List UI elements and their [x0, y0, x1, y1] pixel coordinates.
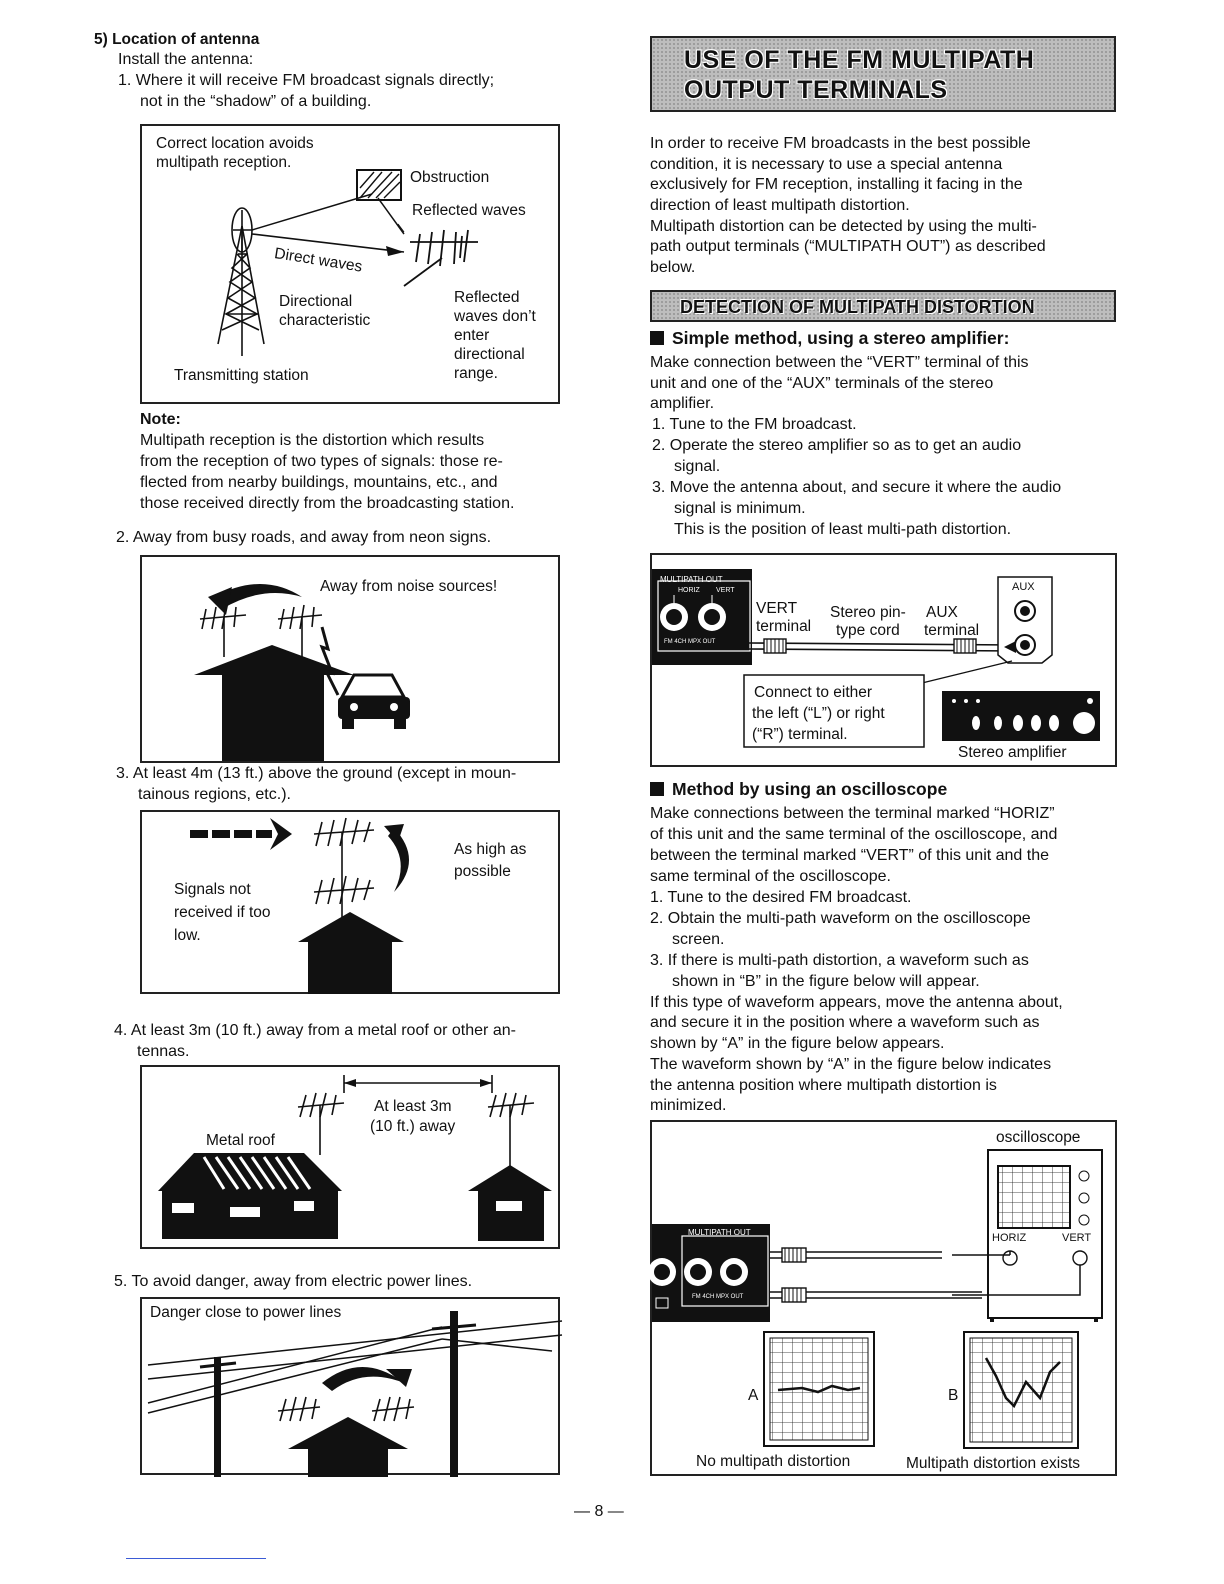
item-1-line-1: 1. Where it will receive FM broadcast signals directly; — [118, 72, 495, 89]
osc-line-4: same terminal of the oscilloscope. — [650, 868, 891, 885]
connect-line-1: Connect to either — [754, 684, 873, 701]
stereo-amplifier-icon — [942, 691, 1100, 741]
simple-line-2: unit and one of the “AUX” terminals of the stereo — [650, 375, 994, 392]
osc-line-1: Make connections between the terminal marked “HORIZ” — [650, 805, 1055, 822]
figure-noise-sources — [140, 555, 560, 763]
intro-line-6: path output terminals (“MULTIPATH OUT”) as described — [650, 238, 1046, 255]
transmitting-tower-icon — [218, 208, 264, 356]
item-4-line-1: 4. At least 3m (10 ft.) away from a metal roof or other an- — [114, 1022, 516, 1039]
intro-line-1: In order to receive FM broadcasts in the best possible — [650, 135, 1031, 152]
simple-step-3: 3. Move the antenna about, and secure it where the audio — [652, 479, 1062, 496]
simple-line-3: amplifier. — [650, 395, 715, 412]
osc-step-2: 2. Obtain the multi-path waveform on the oscilloscope — [650, 910, 1031, 927]
simple-step-2b: signal. — [674, 458, 721, 475]
direct-waves-label: Direct waves — [273, 244, 364, 276]
osc-after-5: the antenna position where multipath distortion is — [650, 1077, 997, 1094]
vert-terminal-label-1: VERT — [756, 600, 798, 617]
item-3-line-1: 3. At least 4m (13 ft.) above the ground (except in moun- — [116, 765, 517, 782]
osc-after-3: shown by “A” in the figure below appears. — [650, 1035, 945, 1052]
low-label-2: received if too — [174, 904, 271, 921]
house-icon — [222, 675, 324, 761]
antenna-icon — [200, 605, 322, 657]
fig1-caption-1: Correct location avoids — [156, 135, 314, 152]
intro-line-5: Multipath distortion can be detected by using the multi- — [650, 218, 1037, 235]
bullet-square-icon — [650, 782, 664, 796]
cord-label-2: type cord — [836, 622, 900, 639]
item-3-line-2: tainous regions, etc.). — [138, 786, 291, 803]
house-icon — [468, 1165, 552, 1241]
title-line-2: OUTPUT TERMINALS — [684, 76, 948, 104]
osc-after-6: minimized. — [650, 1097, 727, 1114]
antenna-icon — [278, 1397, 414, 1421]
fig5-drawing — [142, 1299, 562, 1477]
vert-terminal-label-2: terminal — [756, 618, 812, 635]
item-1-line-2: not in the “shadow” of a building. — [140, 93, 372, 110]
figure-correct-location — [140, 124, 560, 404]
fig4-drawing — [142, 1067, 562, 1251]
figure-stereo-connection — [650, 553, 1117, 767]
aux-terminal-label-1: AUX — [926, 604, 958, 621]
oscilloscope-label: oscilloscope — [996, 1129, 1081, 1146]
page-number: — 8 — — [574, 1503, 624, 1520]
reflected-note-1: Reflected — [454, 289, 520, 306]
osc-line-3: between the terminal marked “VERT” of this unit and the — [650, 847, 1050, 864]
note-line-3: flected from nearby buildings, mountains, etc., and — [140, 474, 498, 491]
distance-label-1: At least 3m — [374, 1098, 452, 1115]
bottom-rule — [126, 1558, 266, 1559]
osc-step-3: 3. If there is multi-path distortion, a waveform such as — [650, 952, 1029, 969]
osc-after-1: If this type of waveform appears, move the antenna about, — [650, 994, 1063, 1011]
transmitting-station-label: Transmitting station — [174, 367, 309, 384]
distance-label-2: (10 ft.) away — [370, 1118, 456, 1135]
house-icon — [308, 1447, 388, 1477]
osc-step-3b: shown in “B” in the figure below will appear. — [672, 973, 980, 990]
simple-step-1: 1. Tune to the FM broadcast. — [652, 416, 857, 433]
power-lines-label: Danger close to power lines — [150, 1304, 342, 1321]
noise-label: Away from noise sources! — [320, 578, 498, 595]
label-b: B — [948, 1387, 959, 1404]
multipath-terminal-panel-icon — [648, 1224, 770, 1322]
waveform-b-screen-icon — [964, 1332, 1078, 1448]
osc-after-2: and secure it in the position where a waveform such as — [650, 1014, 1040, 1031]
intro-line-2: condition, it is necessary to use a special antenna — [650, 156, 1003, 173]
detection-heading: DETECTION OF MULTIPATH DISTORTION — [680, 297, 1035, 317]
pin-plug-icon — [782, 1248, 806, 1262]
title-banner — [650, 36, 1116, 112]
osc-line-2: of this unit and the same terminal of the oscilloscope, and — [650, 826, 1058, 843]
stereo-amplifier-label: Stereo amplifier — [958, 744, 1067, 761]
osc-after-4: The waveform shown by “A” in the figure below indicates — [650, 1056, 1052, 1073]
aux-terminal-label-2: terminal — [924, 622, 980, 639]
multipath-out-label: MULTIPATH OUT — [660, 575, 723, 584]
metal-roof-house-icon — [158, 1153, 342, 1239]
item-5: 5. To avoid danger, away from electric power lines. — [114, 1273, 473, 1290]
bullet-square-icon — [650, 331, 664, 345]
low-label-1: Signals not — [174, 881, 251, 898]
intro-line-7: below. — [650, 259, 696, 276]
simple-method-heading — [650, 328, 1009, 349]
osc-step-1: 1. Tune to the desired FM broadcast. — [650, 889, 912, 906]
section-heading: 5) Location of antenna — [94, 31, 260, 48]
car-icon — [338, 675, 410, 729]
item-4-line-2: tennas. — [137, 1043, 190, 1060]
connect-line-3: (“R”) terminal. — [752, 726, 848, 743]
title-line-1: USE OF THE FM MULTIPATH — [684, 46, 1035, 74]
house-roof-icon — [298, 912, 404, 942]
utility-pole-icon — [214, 1357, 221, 1477]
antenna-icon — [314, 818, 374, 920]
characteristic-label: characteristic — [279, 312, 371, 329]
reflected-note-5: range. — [454, 365, 498, 382]
osc-horiz-label: HORIZ — [992, 1232, 1027, 1244]
intro-line-4: direction of least multipath distortion. — [650, 197, 910, 214]
no-distortion-label: No multipath distortion — [696, 1453, 851, 1470]
simple-step-3b: signal is minimum. — [674, 500, 806, 517]
directional-label: Directional — [279, 293, 353, 310]
pin-plug-icon — [782, 1288, 806, 1302]
fig1-drawing — [142, 126, 562, 406]
horiz-label: HORIZ — [678, 587, 700, 594]
receiving-antenna-icon — [404, 230, 478, 286]
figure-power-lines — [140, 1297, 560, 1475]
cord-label-1: Stereo pin- — [830, 604, 906, 621]
aux-label: AUX — [1012, 581, 1035, 593]
install-intro: Install the antenna: — [118, 51, 254, 68]
high-label-1: As high as — [454, 841, 527, 858]
figure-oscilloscope — [650, 1120, 1117, 1476]
multipath-out-label: MULTIPATH OUT — [688, 1228, 751, 1237]
note-line-4: those received directly from the broadcasting station. — [140, 495, 515, 512]
oscilloscope-method-heading — [650, 779, 947, 800]
note-line-1: Multipath reception is the distortion which results — [140, 432, 485, 449]
utility-pole-icon — [450, 1311, 458, 1477]
fig3-drawing — [142, 812, 562, 996]
item-2: 2. Away from busy roads, and away from neon signs. — [116, 529, 492, 546]
osc-step-2b: screen. — [672, 931, 725, 948]
fm-out-label: FM 4CH MPX OUT — [692, 1294, 744, 1300]
distortion-exists-label: Multipath distortion exists — [906, 1455, 1081, 1472]
house-roof-icon — [288, 1417, 408, 1449]
simple-method-text: Simple method, using a stereo amplifier: — [672, 328, 1010, 348]
note-title: Note: — [140, 411, 181, 428]
label-a: A — [748, 1387, 759, 1404]
fm-out-label: FM 4CH MPX OUT — [664, 639, 716, 645]
figure-height — [140, 810, 560, 994]
figure-metal-roof — [140, 1065, 560, 1249]
noise-bolt-icon — [322, 627, 338, 695]
house-icon — [308, 940, 392, 994]
reflected-note-4: directional — [454, 346, 525, 363]
simple-step-2: 2. Operate the stereo amplifier so as to get an audio — [652, 437, 1022, 454]
reflected-waves-label: Reflected waves — [412, 202, 526, 219]
obstruction-label: Obstruction — [410, 169, 490, 186]
low-label-3: low. — [174, 927, 201, 944]
connect-line-2: the left (“L”) or right — [752, 705, 885, 722]
antenna-icon — [298, 1093, 534, 1179]
simple-step-3c: This is the position of least multi-path distortion. — [674, 521, 1012, 538]
fig2-drawing — [142, 557, 562, 765]
reflected-note-2: waves don’t — [454, 308, 536, 325]
vert-label: VERT — [716, 587, 735, 594]
metal-roof-label: Metal roof — [206, 1132, 275, 1149]
intro-line-3: exclusively for FM reception, installing it facing in the — [650, 176, 1023, 193]
simple-line-1: Make connection between the “VERT” terminal of this — [650, 354, 1029, 371]
reflected-note-3: enter — [454, 327, 490, 344]
fig1-caption-2: multipath reception. — [156, 154, 292, 171]
oscilloscope-method-text: Method by using an oscilloscope — [672, 779, 948, 799]
detection-heading-band — [650, 290, 1116, 322]
note-line-2: from the reception of two types of signals: those re- — [140, 453, 503, 470]
osc-vert-label: VERT — [1062, 1232, 1092, 1244]
high-label-2: possible — [454, 863, 511, 880]
signal-arrow-icon — [190, 818, 292, 850]
waveform-a-screen-icon — [764, 1332, 874, 1446]
